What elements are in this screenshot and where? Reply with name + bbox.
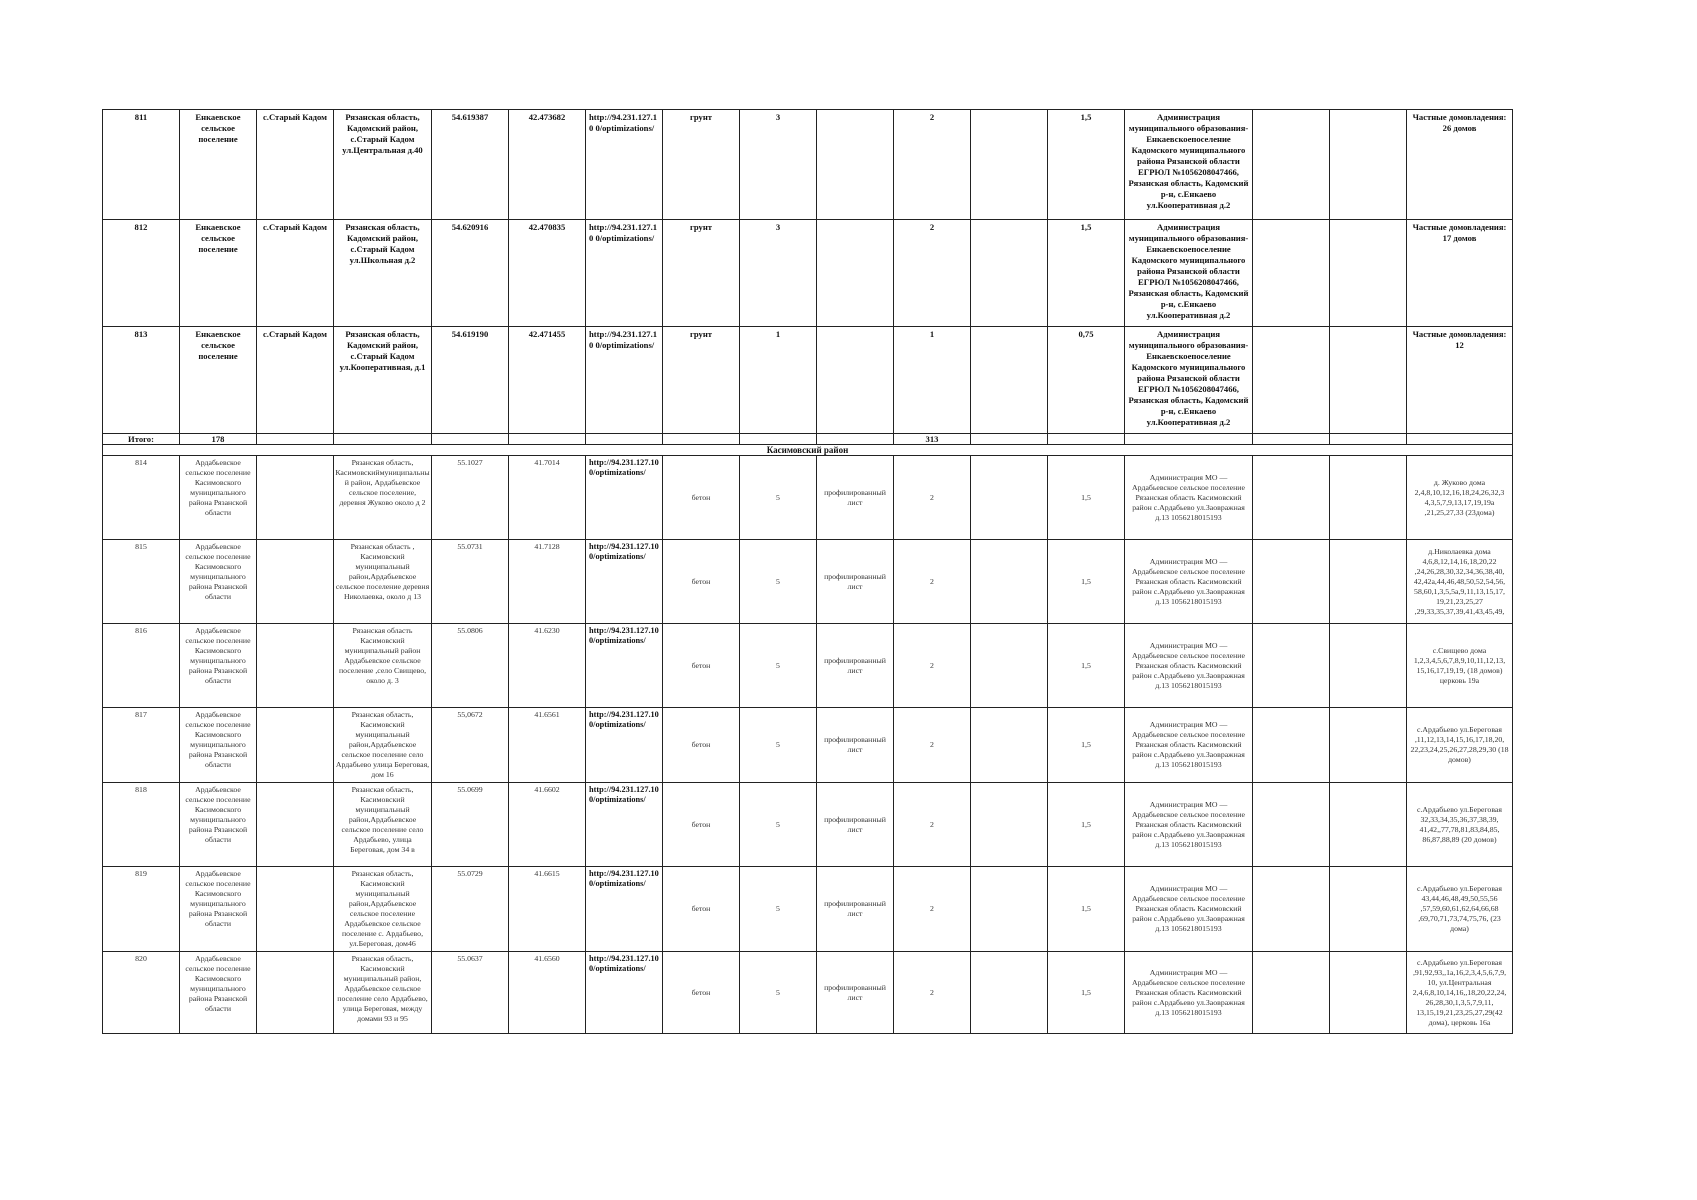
cell-map-link: http://94.231.127.10 0/optimizations/ bbox=[586, 624, 663, 708]
cell-owner: Администрация муниципального образования-Енкаевскоепоселение Кадомского муниципального района Рязанской области ЕГРЮЛ №1056208047466, Рязанская область, Кадомский р-н, с.Енкаево ул.Кооперативная д.2 bbox=[1125, 327, 1253, 434]
cell-area: 5 bbox=[740, 867, 817, 952]
cell-waste-sources: с.Свищево дома 1,2,3,4,5,6,7,8,9,10,11,12,13, 15,16,17,19,19, (18 домов) церковь 19а bbox=[1407, 624, 1513, 708]
total-label: Итого: bbox=[103, 434, 180, 445]
total-empty-cell bbox=[1253, 434, 1330, 445]
section-row bbox=[103, 445, 1513, 456]
cell-column-15 bbox=[1253, 867, 1330, 952]
cell-column-16 bbox=[1330, 110, 1407, 220]
cell-column-15 bbox=[1253, 624, 1330, 708]
cell-fence bbox=[817, 110, 894, 220]
cell-longitude: 41.6230 bbox=[509, 624, 586, 708]
cell-map-link: http://94.231.127.10 0/optimizations/ bbox=[586, 783, 663, 867]
cell-fence: профилированный лист bbox=[817, 952, 894, 1034]
cell-column-15 bbox=[1253, 783, 1330, 867]
cell-settlement: Енкаевское сельское поселение bbox=[180, 220, 257, 327]
cell-address: Рязанская область , Касимовский муниципальный район,Ардабьевское сельское поселение деревня Николаевка, около д 13 bbox=[334, 540, 432, 624]
cell-locality: с.Старый Кадом bbox=[257, 327, 334, 434]
cell-waste-sources: Частные домовладения: 12 bbox=[1407, 327, 1513, 434]
cell-longitude: 41.6615 bbox=[509, 867, 586, 952]
cell-owner: Администрация МО — Ардабьевское сельское поселение Рязанская область Касимовский район с.Ардабьево ул.Заовражная д.13 1056218015193 bbox=[1125, 952, 1253, 1034]
cell-address: Рязанская область, Кадомский район, с.Старый Кадом ул.Кооперативная, д.1 bbox=[334, 327, 432, 434]
total-empty-cell bbox=[1330, 434, 1407, 445]
cell-longitude: 41.6602 bbox=[509, 783, 586, 867]
total-empty-cell bbox=[817, 434, 894, 445]
total-count: 178 bbox=[180, 434, 257, 445]
cell-owner: Администрация МО — Ардабьевское сельское поселение Рязанская область Касимовский район с.Ардабьево ул.Заовражная д.13 1056218015193 bbox=[1125, 708, 1253, 783]
total-empty-cell bbox=[1048, 434, 1125, 445]
cell-owner: Администрация МО — Ардабьевское сельское поселение Рязанская область Касимовский район с.Ардабьево ул.Заовражная д.13 1056218015193 bbox=[1125, 540, 1253, 624]
cell-longitude: 41.6561 bbox=[509, 708, 586, 783]
cell-containers: 2 bbox=[894, 624, 971, 708]
cell-settlement: Ардабьевское сельское поселение Касимовского муниципального района Рязанской области bbox=[180, 456, 257, 540]
cell-waste-sources: д.Николаевка дома 4,6,8,12,14,16,18,20,22 ,24,26,28,30,32,34,36,38,40, 42,42а,44,46,48,50,52,54,56, 58,60,1,3,5,5а,9,11,13,15,17, 19,21,23,25,27 ,29,33,35,37,39,41,43,45,49, bbox=[1407, 540, 1513, 624]
cell-containers: 2 bbox=[894, 220, 971, 327]
cell-surface: бетон bbox=[663, 708, 740, 783]
cell-waste-sources: с.Ардабьево ул.Береговая ,11,12,13,14,15,16,17,18,20, 22,23,24,25,26,27,28,29,30 (18 домов) bbox=[1407, 708, 1513, 783]
cell-column-12 bbox=[971, 220, 1048, 327]
cell-column-15 bbox=[1253, 220, 1330, 327]
cell-fence bbox=[817, 327, 894, 434]
cell-surface: бетон bbox=[663, 456, 740, 540]
cell-latitude: 55.0731 bbox=[432, 540, 509, 624]
cell-surface: бетон bbox=[663, 952, 740, 1034]
cell-number: 811 bbox=[103, 110, 180, 220]
cell-surface: грунт bbox=[663, 327, 740, 434]
cell-column-12 bbox=[971, 867, 1048, 952]
cell-number: 819 bbox=[103, 867, 180, 952]
cell-longitude: 42.473682 bbox=[509, 110, 586, 220]
cell-address: Рязанская область, Кадомский район, с.Старый Кадом ул.Центральная д.40 bbox=[334, 110, 432, 220]
cell-map-link: http://94.231.127.10 0/optimizations/ bbox=[586, 952, 663, 1034]
cell-volume: 1,5 bbox=[1048, 867, 1125, 952]
total-empty-cell bbox=[663, 434, 740, 445]
cell-volume: 1,5 bbox=[1048, 783, 1125, 867]
cell-locality: с.Старый Кадом bbox=[257, 110, 334, 220]
cell-number: 812 bbox=[103, 220, 180, 327]
cell-settlement: Ардабьевское сельское поселение Касимовского муниципального района Рязанской области bbox=[180, 624, 257, 708]
cell-column-12 bbox=[971, 708, 1048, 783]
cell-column-15 bbox=[1253, 708, 1330, 783]
cell-column-12 bbox=[971, 540, 1048, 624]
cell-column-15 bbox=[1253, 952, 1330, 1034]
cell-area: 5 bbox=[740, 456, 817, 540]
cell-column-16 bbox=[1330, 708, 1407, 783]
cell-volume: 1,5 bbox=[1048, 624, 1125, 708]
table-row bbox=[103, 327, 1513, 434]
cell-volume: 1,5 bbox=[1048, 110, 1125, 220]
cell-column-16 bbox=[1330, 624, 1407, 708]
cell-waste-sources: д. Жуково дома 2,4,8,10,12,16,18,24,26,32,3 4,3,5,7,9,13,17,19,19а ,21,25,27,33 (23дома) bbox=[1407, 456, 1513, 540]
cell-waste-sources: Частные домовладения: 26 домов bbox=[1407, 110, 1513, 220]
cell-map-link: http://94.231.127.10 0/optimizations/ bbox=[586, 540, 663, 624]
cell-address: Рязанская область, Касимовский муниципальный район, Ардабьевское сельское поселение село Ардабьево, улица Береговая, между домами 93 и 95 bbox=[334, 952, 432, 1034]
cell-surface: грунт bbox=[663, 220, 740, 327]
cell-latitude: 55.0637 bbox=[432, 952, 509, 1034]
cell-latitude: 55.0806 bbox=[432, 624, 509, 708]
cell-volume: 1,5 bbox=[1048, 456, 1125, 540]
cell-fence: профилированный лист bbox=[817, 624, 894, 708]
cell-settlement: Ардабьевское сельское поселение Касимовского муниципального района Рязанской области bbox=[180, 867, 257, 952]
cell-waste-sources: с.Ардабьево ул.Береговая ,91,92,93,,1а,16,2,3,4,5,6,7,9, 10, ул.Центральная 2,4,6,8,10,14,16,,18,20,22,24, 26,28,30,1,3,5,7,9,11, 13,15,19,21,23,25,27,29(42 дома), церковь 16а bbox=[1407, 952, 1513, 1034]
cell-volume: 0,75 bbox=[1048, 327, 1125, 434]
table-row bbox=[103, 540, 1513, 624]
cell-map-link: http://94.231.127.10 0/optimizations/ bbox=[586, 867, 663, 952]
cell-number: 814 bbox=[103, 456, 180, 540]
cell-locality: с.Старый Кадом bbox=[257, 220, 334, 327]
cell-containers: 2 bbox=[894, 783, 971, 867]
cell-containers: 2 bbox=[894, 456, 971, 540]
table-row bbox=[103, 783, 1513, 867]
registry-table bbox=[102, 109, 1513, 1034]
cell-settlement: Ардабьевское сельское поселение Касимовского муниципального района Рязанской области bbox=[180, 540, 257, 624]
cell-column-12 bbox=[971, 327, 1048, 434]
cell-number: 820 bbox=[103, 952, 180, 1034]
cell-column-12 bbox=[971, 456, 1048, 540]
cell-surface: бетон bbox=[663, 540, 740, 624]
cell-volume: 1,5 bbox=[1048, 708, 1125, 783]
cell-owner: Администрация МО — Ардабьевское сельское поселение Рязанская область Касимовский район с.Ардабьево ул.Заовражная д.13 1056218015193 bbox=[1125, 867, 1253, 952]
cell-area: 5 bbox=[740, 540, 817, 624]
cell-address: Рязанская область, Касимовский муниципальный район,Ардабьевское сельское поселение село Ардабьево улица Береговая, дом 16 bbox=[334, 708, 432, 783]
cell-latitude: 54.619387 bbox=[432, 110, 509, 220]
cell-longitude: 41.7128 bbox=[509, 540, 586, 624]
cell-column-16 bbox=[1330, 540, 1407, 624]
cell-map-link: http://94.231.127.10 0/optimizations/ bbox=[586, 456, 663, 540]
cell-owner: Администрация МО — Ардабьевское сельское поселение Рязанская область Касимовский район с.Ардабьево ул.Заовражная д.13 1056218015193 bbox=[1125, 783, 1253, 867]
cell-settlement: Енкаевское сельское поселение bbox=[180, 110, 257, 220]
total-containers: 313 bbox=[894, 434, 971, 445]
cell-column-15 bbox=[1253, 327, 1330, 434]
cell-owner: Администрация МО — Ардабьевское сельское поселение Рязанская область Касимовский район с.Ардабьево ул.Заовражная д.13 1056218015193 bbox=[1125, 624, 1253, 708]
total-row bbox=[103, 434, 1513, 445]
cell-address: Рязанская область, Касимовскиймуниципальны й район, Ардабьевское сельское поселение, деревня Жуково около д 2 bbox=[334, 456, 432, 540]
cell-surface: грунт bbox=[663, 110, 740, 220]
cell-containers: 2 bbox=[894, 110, 971, 220]
cell-address: Рязанская область, Кадомский район, с.Старый Кадом ул.Школьная д.2 bbox=[334, 220, 432, 327]
cell-map-link: http://94.231.127.10 0/optimizations/ bbox=[586, 110, 663, 220]
cell-locality bbox=[257, 783, 334, 867]
total-empty-cell bbox=[334, 434, 432, 445]
cell-column-16 bbox=[1330, 867, 1407, 952]
table-row bbox=[103, 220, 1513, 327]
cell-area: 5 bbox=[740, 624, 817, 708]
cell-waste-sources: Частные домовладения: 17 домов bbox=[1407, 220, 1513, 327]
cell-containers: 2 bbox=[894, 540, 971, 624]
cell-locality bbox=[257, 624, 334, 708]
cell-owner: Администрация МО — Ардабьевское сельское поселение Рязанская область Касимовский район с.Ардабьево ул.Заовражная д.13 1056218015193 bbox=[1125, 456, 1253, 540]
cell-locality bbox=[257, 867, 334, 952]
cell-latitude: 55.0699 bbox=[432, 783, 509, 867]
total-empty-cell bbox=[971, 434, 1048, 445]
total-empty-cell bbox=[740, 434, 817, 445]
cell-fence: профилированный лист bbox=[817, 783, 894, 867]
total-empty-cell bbox=[509, 434, 586, 445]
total-empty-cell bbox=[1125, 434, 1253, 445]
cell-containers: 2 bbox=[894, 952, 971, 1034]
cell-number: 817 bbox=[103, 708, 180, 783]
total-empty-cell bbox=[586, 434, 663, 445]
cell-area: 3 bbox=[740, 220, 817, 327]
table-row bbox=[103, 867, 1513, 952]
cell-area: 5 bbox=[740, 952, 817, 1034]
cell-map-link: http://94.231.127.10 0/optimizations/ bbox=[586, 220, 663, 327]
cell-map-link: http://94.231.127.10 0/optimizations/ bbox=[586, 327, 663, 434]
table-body bbox=[103, 110, 1513, 1034]
cell-volume: 1,5 bbox=[1048, 220, 1125, 327]
cell-owner: Администрация муниципального образования-Енкаевскоепоселение Кадомского муниципального района Рязанской области ЕГРЮЛ №1056208047466, Рязанская область, Кадомский р-н, с.Енкаево ул.Кооперативная д.2 bbox=[1125, 220, 1253, 327]
cell-fence: профилированный лист bbox=[817, 867, 894, 952]
cell-column-12 bbox=[971, 624, 1048, 708]
table-row bbox=[103, 456, 1513, 540]
cell-surface: бетон bbox=[663, 783, 740, 867]
section-title: Касимовский район bbox=[103, 445, 1513, 456]
cell-column-15 bbox=[1253, 456, 1330, 540]
cell-containers: 2 bbox=[894, 708, 971, 783]
cell-containers: 2 bbox=[894, 867, 971, 952]
cell-area: 5 bbox=[740, 783, 817, 867]
cell-fence: профилированный лист bbox=[817, 456, 894, 540]
cell-latitude: 54.619190 bbox=[432, 327, 509, 434]
cell-column-15 bbox=[1253, 110, 1330, 220]
cell-address: Рязанская область, Касимовский муниципальный район,Ардабьевское сельское поселение Ардабьевское сельское поселение с. Ардабьево, ул.Береговая, дом46 bbox=[334, 867, 432, 952]
cell-fence: профилированный лист bbox=[817, 540, 894, 624]
cell-locality bbox=[257, 456, 334, 540]
cell-address: Рязанская область Касимовский муниципальный район Ардабьевское сельское поселение ,село Свищево, около д. 3 bbox=[334, 624, 432, 708]
cell-longitude: 42.471455 bbox=[509, 327, 586, 434]
cell-latitude: 55.1027 bbox=[432, 456, 509, 540]
total-empty-cell bbox=[257, 434, 334, 445]
cell-surface: бетон bbox=[663, 867, 740, 952]
table-row bbox=[103, 952, 1513, 1034]
cell-number: 818 bbox=[103, 783, 180, 867]
cell-locality bbox=[257, 952, 334, 1034]
cell-containers: 1 bbox=[894, 327, 971, 434]
table-row bbox=[103, 110, 1513, 220]
cell-settlement: Енкаевское сельское поселение bbox=[180, 327, 257, 434]
cell-area: 3 bbox=[740, 110, 817, 220]
cell-column-12 bbox=[971, 110, 1048, 220]
cell-area: 5 bbox=[740, 708, 817, 783]
cell-owner: Администрация муниципального образования-Енкаевскоепоселение Кадомского муниципального района Рязанской области ЕГРЮЛ №1056208047466, Рязанская область, Кадомский р-н, с.Енкаево ул.Кооперативная д.2 bbox=[1125, 110, 1253, 220]
cell-latitude: 54.620916 bbox=[432, 220, 509, 327]
cell-fence bbox=[817, 220, 894, 327]
cell-column-16 bbox=[1330, 220, 1407, 327]
cell-settlement: Ардабьевское сельское поселение Касимовского муниципального района Рязанской области bbox=[180, 952, 257, 1034]
cell-map-link: http://94.231.127.10 0/optimizations/ bbox=[586, 708, 663, 783]
cell-column-16 bbox=[1330, 456, 1407, 540]
cell-area: 1 bbox=[740, 327, 817, 434]
total-empty-cell bbox=[1407, 434, 1513, 445]
cell-column-16 bbox=[1330, 783, 1407, 867]
cell-column-12 bbox=[971, 952, 1048, 1034]
cell-longitude: 41.7014 bbox=[509, 456, 586, 540]
cell-settlement: Ардабьевское сельское поселение Касимовского муниципального района Рязанской области bbox=[180, 708, 257, 783]
cell-volume: 1,5 bbox=[1048, 952, 1125, 1034]
total-empty-cell bbox=[432, 434, 509, 445]
cell-longitude: 42.470835 bbox=[509, 220, 586, 327]
cell-column-15 bbox=[1253, 540, 1330, 624]
cell-column-16 bbox=[1330, 952, 1407, 1034]
cell-surface: бетон bbox=[663, 624, 740, 708]
cell-locality bbox=[257, 708, 334, 783]
cell-number: 815 bbox=[103, 540, 180, 624]
cell-latitude: 55,0672 bbox=[432, 708, 509, 783]
cell-longitude: 41.6560 bbox=[509, 952, 586, 1034]
cell-latitude: 55.0729 bbox=[432, 867, 509, 952]
cell-waste-sources: с.Ардабьево ул.Береговая 32,33,34,35,36,37,38,39, 41,42,,77,78,81,83,84,85, 86,87,88,89 (20 домов) bbox=[1407, 783, 1513, 867]
table-row bbox=[103, 708, 1513, 783]
cell-volume: 1,5 bbox=[1048, 540, 1125, 624]
cell-locality bbox=[257, 540, 334, 624]
cell-address: Рязанская область, Касимовский муниципальный район,Ардабьевское сельское поселение село Ардабьево, улица Береговая, дом 34 в bbox=[334, 783, 432, 867]
cell-fence: профилированный лист bbox=[817, 708, 894, 783]
cell-waste-sources: с.Ардабьево ул.Береговая 43,44,46,48,49,50,55,56 ,57,59,60,61,62,64,66,68 ,69,70,71,73,74,75,76, (23 дома) bbox=[1407, 867, 1513, 952]
cell-column-12 bbox=[971, 783, 1048, 867]
table-row bbox=[103, 624, 1513, 708]
cell-settlement: Ардабьевское сельское поселение Касимовского муниципального района Рязанской области bbox=[180, 783, 257, 867]
cell-column-16 bbox=[1330, 327, 1407, 434]
cell-number: 813 bbox=[103, 327, 180, 434]
cell-number: 816 bbox=[103, 624, 180, 708]
